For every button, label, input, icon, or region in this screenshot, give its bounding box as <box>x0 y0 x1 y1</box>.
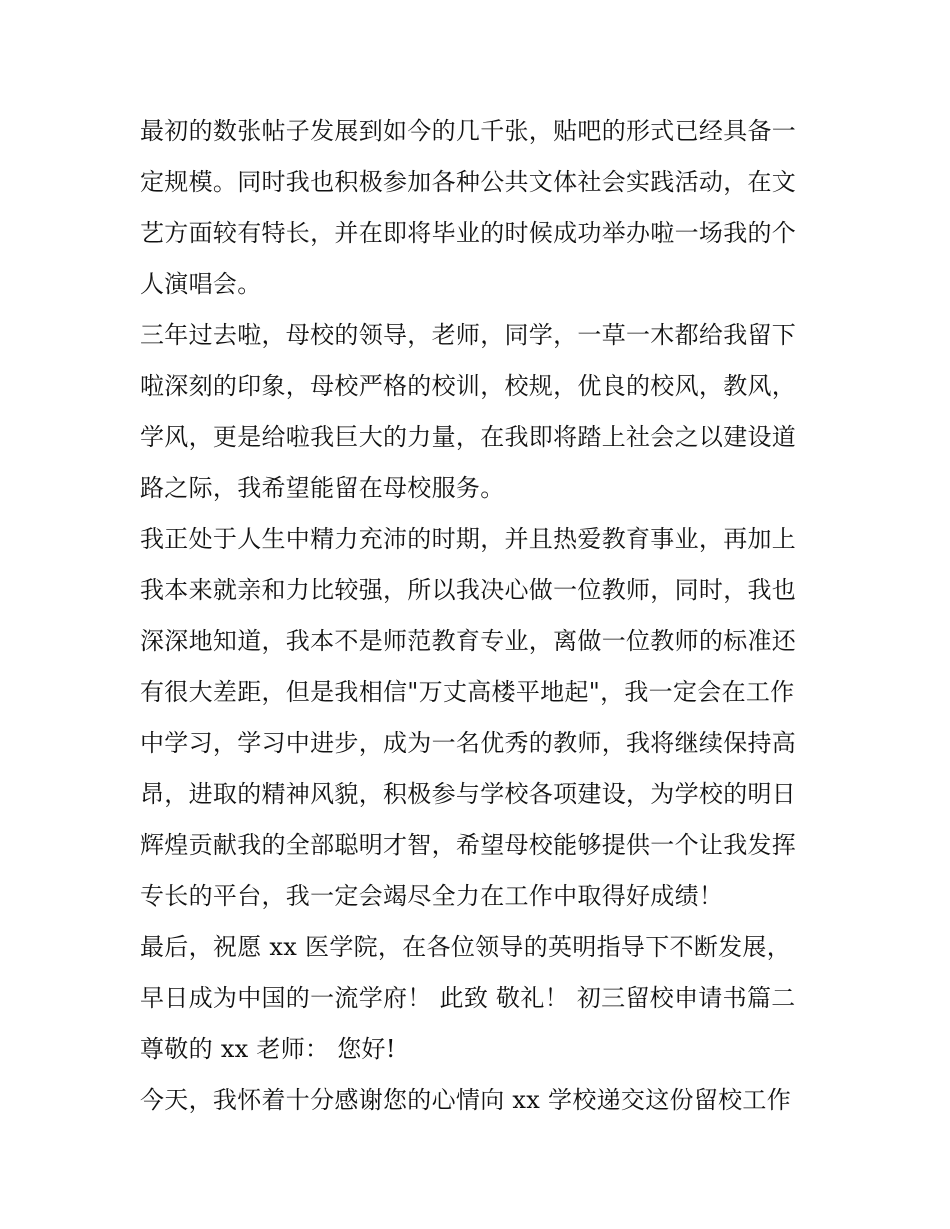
text-line: 最后，祝愿 xx 医学院，在各位领导的英明指导下不断发展， <box>140 933 792 961</box>
text-line: 尊敬的 xx 老师： 您好! <box>140 1035 396 1063</box>
text-line: 深深地知道，我本不是师范教育专业，离做一位教师的标准还 <box>140 627 797 655</box>
document-body <box>140 106 820 1126</box>
text-line: 定规模。同时我也积极参加各种公共文体社会实践活动，在文 <box>140 168 797 196</box>
text-line: 啦深刻的印象，母校严格的校训，校规，优良的校风，教风， <box>140 372 797 400</box>
text-line: 学风，更是给啦我巨大的力量，在我即将踏上社会之以建设道 <box>140 423 797 451</box>
text-line: 艺方面较有特长，并在即将毕业的时候成功举办啦一场我的个 <box>140 219 797 247</box>
text-line: 辉煌贡献我的全部聪明才智，希望母校能够提供一个让我发挥 <box>140 831 797 859</box>
text-line: 我正处于人生中精力充沛的时期，并且热爱教育事业，再加上 <box>140 525 797 553</box>
text-line: 专长的平台，我一定会竭尽全力在工作中取得好成绩！ <box>140 882 724 910</box>
text-line: 我本来就亲和力比较强，所以我决心做一位教师，同时，我也 <box>140 576 797 604</box>
text-line: 早日成为中国的一流学府！ 此致 敬礼！ 初三留校申请书篇二 <box>140 984 796 1012</box>
text-line: 最初的数张帖子发展到如今的几千张，贴吧的形式已经具备一 <box>140 117 797 145</box>
text-line: 昂，进取的精神风貌，积极参与学校各项建设，为学校的明日 <box>140 780 797 808</box>
text-line: 人演唱会。 <box>140 270 262 298</box>
text-line: 中学习，学习中进步，成为一名优秀的教师，我将继续保持高 <box>140 729 797 757</box>
text-line: 路之际，我希望能留在母校服务。 <box>140 474 505 502</box>
text-line: 三年过去啦，母校的领导，老师，同学，一草一木都给我留下 <box>140 321 797 349</box>
text-line: 今天，我怀着十分感谢您的心情向 xx 学校递交这份留校工作 <box>140 1086 792 1114</box>
text-line: 有很大差距，但是我相信"万丈高楼平地起"，我一定会在工作 <box>140 678 795 706</box>
